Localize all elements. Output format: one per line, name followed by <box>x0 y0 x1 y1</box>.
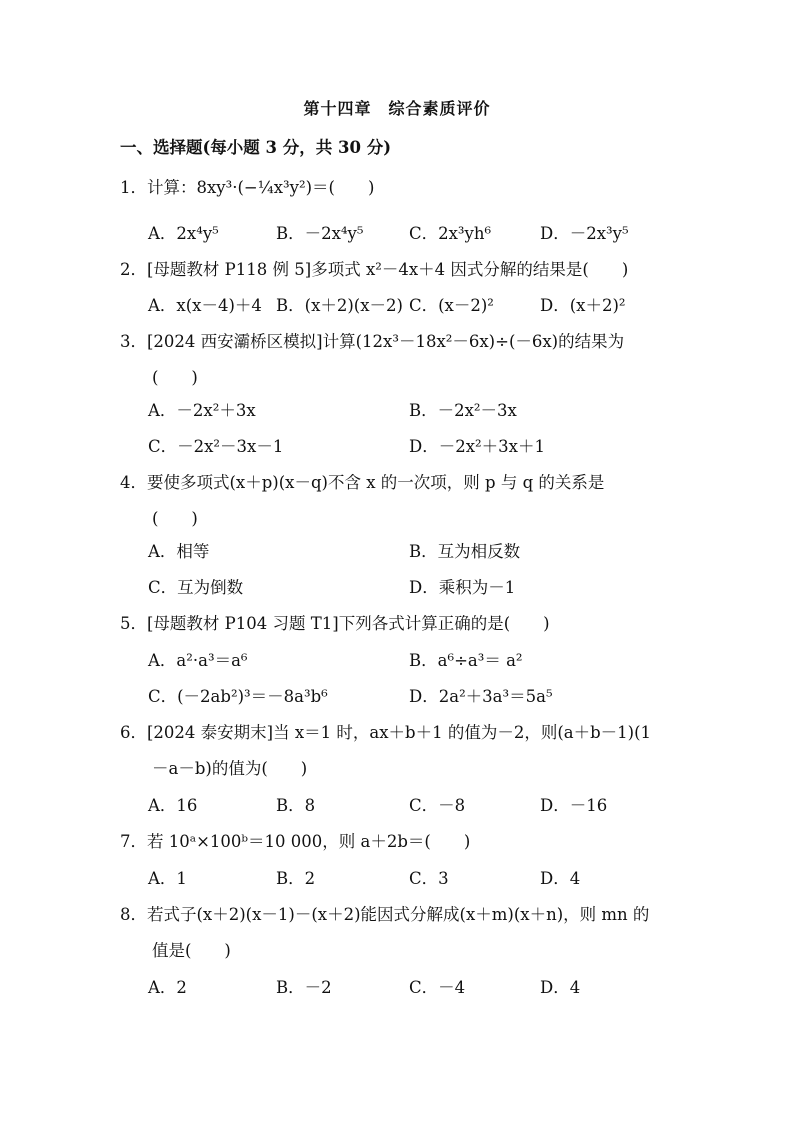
question-6-option-d: D．－16 <box>540 796 608 815</box>
question-4-stem-cont: ( ) <box>152 509 198 528</box>
question-2-stem: 2．[母题教材 P118 例 5]多项式 x²－4x＋4 因式分解的结果是( ) <box>120 260 629 279</box>
question-2-option-c: C．(x－2)² <box>409 296 494 315</box>
question-6-stem-cont: －a－b)的值为( ) <box>152 759 308 778</box>
question-5-option-c: C．(－2ab²)³＝－8a³b⁶ <box>148 687 328 706</box>
question-4-option-a: A．相等 <box>148 542 210 561</box>
question-1-option-a: A．2x⁴y⁵ <box>148 224 219 243</box>
question-2-option-b: B．(x＋2)(x－2) <box>276 296 403 315</box>
question-6-option-a: A．16 <box>148 796 198 815</box>
question-3-stem: 3．[2024 西安灞桥区模拟]计算(12x³－18x²－6x)÷(－6x)的结果为 <box>120 332 625 351</box>
question-7-option-a: A．1 <box>148 869 187 888</box>
question-5-option-d: D．2a²＋3a³＝5a⁵ <box>409 687 553 706</box>
question-8-option-c: C．－4 <box>409 978 466 997</box>
question-4-stem: 4．要使多项式(x＋p)(x－q)不含 x 的一次项，则 p 与 q 的关系是 <box>120 473 605 492</box>
question-6-stem: 6．[2024 泰安期末]当 x＝1 时，ax＋b＋1 的值为－2，则(a＋b－1)(1 <box>120 723 652 742</box>
question-1-stem: 1．计算：8xy³·(−¼x³y²)＝( ) <box>120 178 375 197</box>
question-8-stem: 8．若式子(x＋2)(x－1)－(x＋2)能因式分解成(x＋m)(x＋n)，则 mn 的 <box>120 905 650 924</box>
question-5-option-a: A．a²·a³＝a⁶ <box>148 651 248 670</box>
question-6-option-c: C．－8 <box>409 796 466 815</box>
question-6-option-b: B．8 <box>276 796 316 815</box>
question-1-option-d: D．－2x³y⁵ <box>540 224 629 243</box>
question-3-stem-cont: ( ) <box>152 368 198 387</box>
question-2-option-a: A．x(x－4)＋4 <box>148 296 262 315</box>
question-3-option-b: B．－2x²－3x <box>409 401 517 420</box>
question-4-option-d: D．乘积为－1 <box>409 578 516 597</box>
question-8-option-a: A．2 <box>148 978 187 997</box>
question-7-option-d: D．4 <box>540 869 581 888</box>
question-7-option-c: C．3 <box>409 869 449 888</box>
question-8-stem-cont: 值是( ) <box>152 941 231 960</box>
question-8-option-d: D．4 <box>540 978 581 997</box>
question-8-option-b: B．－2 <box>276 978 332 997</box>
section-heading: 一、选择题(每小题 3 分，共 30 分) <box>120 138 392 157</box>
question-3-option-d: D．－2x²＋3x＋1 <box>409 437 545 456</box>
question-3-option-c: C．－2x²－3x－1 <box>148 437 284 456</box>
question-7-stem: 7．若 10ᵃ×100ᵇ＝10 000，则 a＋2b＝( ) <box>120 832 471 851</box>
question-4-option-b: B．互为相反数 <box>409 542 521 561</box>
question-7-option-b: B．2 <box>276 869 316 888</box>
question-2-option-d: D．(x＋2)² <box>540 296 626 315</box>
question-1-option-c: C．2x³yh⁶ <box>409 224 492 243</box>
question-3-option-a: A．－2x²＋3x <box>148 401 256 420</box>
question-4-option-c: C．互为倒数 <box>148 578 244 597</box>
question-1-option-b: B．－2x⁴y⁵ <box>276 224 364 243</box>
question-5-option-b: B．a⁶÷a³＝ a² <box>409 651 523 670</box>
page-title: 第十四章 综合素质评价 <box>303 99 491 118</box>
question-5-stem: 5．[母题教材 P104 习题 T1]下列各式计算正确的是( ) <box>120 614 550 633</box>
